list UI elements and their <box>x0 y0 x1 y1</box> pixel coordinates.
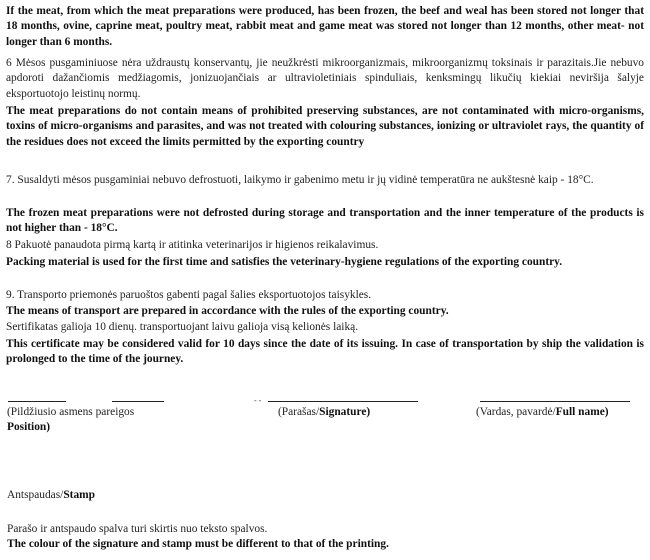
position-label-en: Position) <box>7 421 51 433</box>
signature-line-dash: - - <box>254 396 262 405</box>
clause-9-paragraph-lt: 9. Transporto priemonės paruoštos gabenti pagal šalies eksportuotojos taisykles. <box>6 289 372 301</box>
full-name-label-lt: (Vardas, pavardė/ <box>476 406 556 418</box>
stamp-label-en: Stamp <box>63 489 95 501</box>
colour-note-lt: Parašo ir antspaudo spalva turi skirtis nuo teksto spalvos. <box>7 523 268 535</box>
clause-7-paragraph-en: The frozen meat preparations were not defrosted during storage and transportation and the inner temperature of the products is not higher than - 18°C. <box>6 207 644 235</box>
stamp-label <box>7 488 95 503</box>
clause-6-paragraph-en: The meat preparations do not contain means of prohibited preserving substances, are not contaminated with micro-organisms, toxins of micro-organisms and parasites, and was not treated with colouring substances, ionizing or ultraviolet rays, the quantity of the residues does not exceed the limits permitted by the exporting country <box>6 105 644 148</box>
clause-6-paragraph-lt: 6 Mėsos pusgaminiuose nėra uždraustų konservantų, jie neužkrėsti mikroorganizmais, mikroorganizmų toksinais ir parazitais.Jie nebuvo apdoroti dažančiomis medžiagomis, jonizuojančiais ar ultravioletiniais spinduliais, kenksmingų likučių kiekiai neviršija šalyje eksportuotojo leistinų normų. <box>6 57 644 100</box>
validity-paragraph-en: This certificate may be considered valid for 10 days since the date of its issuing. In case of transportation by ship the validation is prolonged to the time of the journey. <box>6 338 644 366</box>
position-label-lt: (Pildžiusio asmens pareigos <box>7 406 135 418</box>
signature-label-lt: (Parašas/ <box>278 406 320 418</box>
position-label <box>7 405 134 435</box>
signature-line <box>268 401 418 402</box>
stamp-label-lt: Antspaudas/ <box>7 489 64 501</box>
signature-label-en: Signature) <box>319 406 371 418</box>
clause-7-paragraph-lt: 7. Susaldyti mėsos pusgaminiai nebuvo defrostuoti, laikymo ir gabenimo metu ir jų vidinė temperatūra ne aukštesnė kaip - 18°C. <box>6 174 594 186</box>
clause-9-paragraph-en: The means of transport are prepared in accordance with the rules of the exporting country. <box>6 305 449 317</box>
full-name-label <box>476 405 609 420</box>
clause-8-paragraph-lt: 8 Pakuotė panaudota pirmą kartą ir atitinka veterinarijos ir higienos reikalavimus. <box>6 239 379 251</box>
colour-note <box>7 522 389 552</box>
position-signature-line-right <box>112 401 164 402</box>
clause-8-paragraph-en: Packing material is used for the first time and satisfies the veterinary-hygiene regulations of the exporting country. <box>6 256 563 268</box>
full-name-line <box>480 401 630 402</box>
full-name-label-en: Full name) <box>555 406 609 418</box>
frozen-storage-paragraph-en: If the meat, from which the meat preparations were produced, has been frozen, the beef and weal has been stored not longer that 18 months, ovine, caprine meat, poultry meat, rabbit meat and game meat was stored not longer than 12 months, other meat- not longer than 6 months. <box>6 5 644 48</box>
signature-label <box>278 405 370 420</box>
colour-note-en: The colour of the signature and stamp must be different to that of the printing. <box>7 538 389 550</box>
validity-paragraph-lt: Sertifikatas galioja 10 dienų. transportuojant laivu galioja visą kelionės laiką. <box>6 321 359 333</box>
position-signature-line-left <box>8 401 66 402</box>
